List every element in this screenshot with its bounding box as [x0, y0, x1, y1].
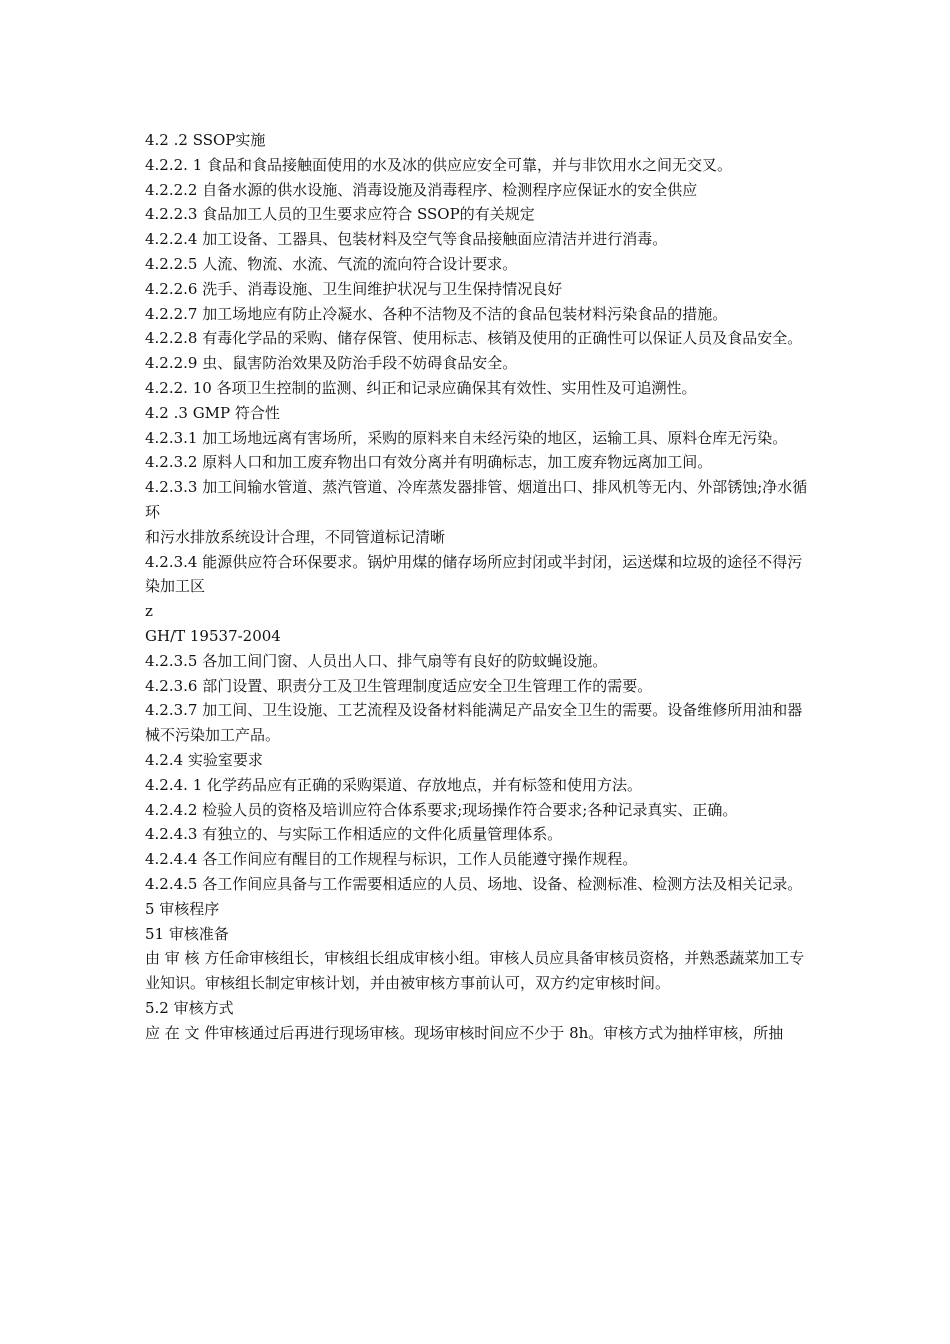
text-line: 4.2.2. 10 各项卫生控制的监测、纠正和记录应确保其有效性、实用性及可追溯性。 [145, 378, 697, 397]
text-line: 染加工区 [145, 577, 206, 596]
text-line: 业知识。审核组长制定审核计划，并由被审核方事前认可，双方约定审核时间。 [145, 974, 671, 993]
text-line: 4.2.4.5 各工作间应具备与工作需要相适应的人员、场地、设备、检测标准、检测方法及相关记录。 [145, 874, 803, 893]
text-line: 由 审 核 方任命审核组长，审核组长组成审核小组。审核人员应具备审核员资格，并熟悉蔬菜加工专 [145, 949, 805, 968]
text-line: 4.2.4. 1 化学药品应有正确的采购渠道、存放地点，并有标签和使用方法。 [145, 775, 643, 794]
text-line: 械不污染加工产品。 [145, 726, 281, 745]
text-line: 4.2.2.4 加工设备、工器具、包装材料及空气等食品接触面应清洁并进行消毒。 [145, 230, 668, 249]
text-line: 4.2.3.3 加工间输水管道、蒸汽管道、冷库蒸发器排管、烟道出口、排风机等无内、外部锈蚀;净水循环 [145, 478, 808, 521]
text-line: 和污水排放系统设计合理，不同管道标记清晰 [145, 527, 446, 546]
text-line: 4.2 .3 GMP 符合性 [145, 403, 280, 422]
text-line: 4.2.2.8 有毒化学品的采购、储存保管、使用标志、核销及使用的正确性可以保证人员及食品安全。 [145, 329, 803, 348]
text-line: 4.2.2.3 食品加工人员的卫生要求应符合 SSOP的有关规定 [145, 205, 535, 224]
text-line: z [145, 602, 153, 621]
text-line: 4.2.3.4 能源供应符合环保要求。锅炉用煤的储存场所应封闭或半封闭，运送煤和垃圾的途径不得污 [145, 552, 803, 571]
text-line: 51 审核准备 [145, 924, 229, 943]
text-line: 4.2.2. 1 食品和食品接触面使用的水及冰的供应应安全可靠，并与非饮用水之间无交叉。 [145, 155, 733, 174]
text-line: 4.2.2.6 洗手、消毒设施、卫生间维护状况与卫生保持情况良好 [145, 279, 563, 298]
text-line: 4.2.3.5 各加工间门窗、人员出人口、排气扇等有良好的防蚊蝇设施。 [145, 651, 608, 670]
text-line: 4.2.3.7 加工间、卫生设施、工艺流程及设备材料能满足产品安全卫生的需要。设备维修所用油和器 [145, 701, 803, 720]
text-line: 应 在 文 件审核通过后再进行现场审核。现场审核时间应不少于 8h。审核方式为抽样审核，所抽 [145, 1023, 784, 1042]
text-line: 4.2.4.4 各工作间应有醒目的工作规程与标识，工作人员能遵守操作规程。 [145, 850, 638, 869]
document-page [145, 128, 810, 1045]
text-line: 4.2.3.1 加工场地远离有害场所，采购的原料来自未经污染的地区，运输工具、原料仓库无污染。 [145, 428, 788, 447]
text-line: 4.2.3.6 部门设置、职责分工及卫生管理制度适应安全卫生管理工作的需要。 [145, 676, 653, 695]
text-line: 4.2.3.2 原料人口和加工废弃物出口有效分离并有明确标志，加工废弃物远离加工间。 [145, 453, 713, 472]
text-line: GH/T 19537-2004 [145, 626, 281, 645]
text-line: 5 审核程序 [145, 899, 220, 918]
text-line: 4.2.4.3 有独立的、与实际工作相适应的文件化质量管理体系。 [145, 825, 563, 844]
text-line: 4.2.2.2 自备水源的供水设施、消毒设施及消毒程序、检测程序应保证水的安全供应 [145, 180, 698, 199]
text-line: 4.2 .2 SSOP实施 [145, 131, 266, 149]
text-line: 4.2.2.9 虫、鼠害防治效果及防治手段不妨碍食品安全。 [145, 354, 518, 373]
text-line: 5.2 审核方式 [145, 998, 234, 1017]
text-line: 4.2.4.2 检验人员的资格及培训应符合体系要求;现场操作符合要求;各种记录真实、正确。 [145, 800, 738, 819]
text-line: 4.2.2.7 加工场地应有防止冷凝水、各种不洁物及不洁的食品包装材料污染食品的措施。 [145, 304, 728, 323]
text-line: 4.2.4 实验室要求 [145, 750, 263, 769]
text-line: 4.2.2.5 人流、物流、水流、气流的流向符合设计要求。 [145, 254, 518, 273]
